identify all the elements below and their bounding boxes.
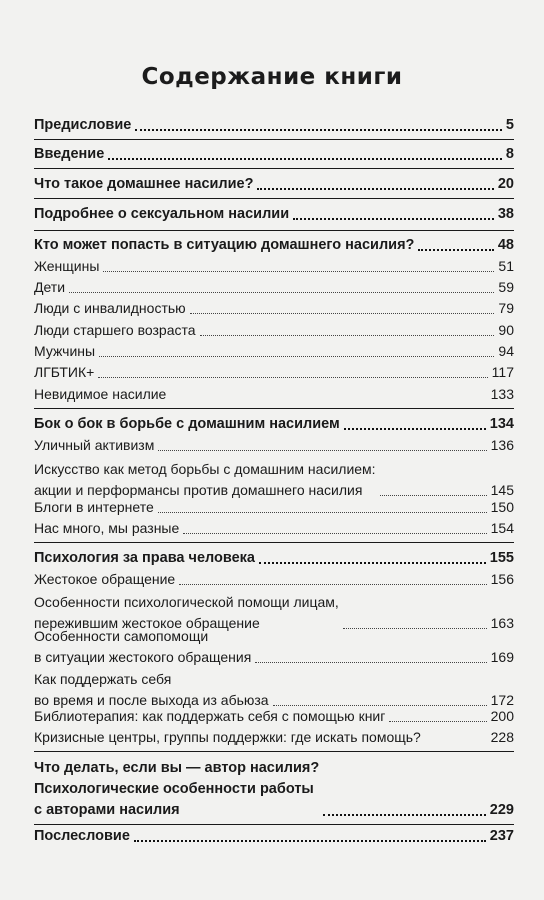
toc-entry-page: 90 [498,322,514,338]
toc-entry [34,174,514,195]
toc-entry-title: Уличный активизм [34,437,155,453]
toc-entry-title: Люди старшего возраста [34,322,196,338]
dot-leader [108,158,502,160]
toc-entry-title: Кризисные центры, группы поддержки: где искать помощь? [34,729,421,745]
toc-entry-page: 237 [489,828,514,844]
toc-entry-title: Искусство как метод борьбы с домашним насилием: акции и перформансы против домашнего насилия [34,461,376,498]
toc-entry [34,362,514,383]
toc-entry-page: 5 [505,117,514,133]
toc-entry [34,414,514,435]
toc-entry-page: 169 [490,649,514,665]
dot-leader [183,533,486,534]
toc-entry [34,235,514,256]
dot-leader [103,271,494,272]
toc-entry-title: Психология за права человека [34,550,255,566]
dot-leader [293,218,494,220]
dot-leader [257,188,493,190]
toc-entry-title: Кто может попасть в ситуацию домашнего насилия? [34,237,415,253]
toc-entry-title: Бок о бок в борьбе с домашним насилием [34,416,340,432]
toc-entry [34,144,514,165]
toc-entry [34,569,514,590]
toc-entry-page: 133 [490,386,514,402]
toc-entry-page: 117 [491,364,514,380]
toc-entry-title: Мужчины [34,343,96,359]
dot-leader [380,495,487,496]
toc-entry-title: Особенности самопомощи в ситуации жестокого обращения [34,628,252,665]
toc-entry-page: 134 [489,416,514,432]
toc-entry-page: 59 [498,279,514,295]
dot-leader [418,249,493,251]
toc-entry [34,459,514,501]
toc-entry-page: 145 [490,482,514,498]
toc-entry [34,320,514,341]
section-divider [34,230,514,231]
dot-leader [259,562,486,564]
dot-leader [134,840,486,842]
toc-entry-title: Невидимое насилие [34,386,167,402]
toc-entry-page: 172 [490,692,514,708]
toc-entry [34,727,514,748]
section-divider [34,139,514,140]
toc-entry [34,706,514,727]
toc-entry-title: Жестокое обращение [34,571,176,587]
page-title: Содержание книги [141,64,403,90]
toc-entry-page: 51 [498,258,514,274]
toc-entry-page: 38 [497,206,514,222]
toc-entry-title: Люди с инвалидностью [34,300,186,316]
toc-entry-title: Дети [34,279,66,295]
toc-entry [34,826,514,847]
toc-entry-title: Послесловие [34,828,130,844]
toc-entry-page: 20 [497,176,514,192]
toc-entry-page: 200 [490,708,514,724]
toc-entry [34,298,514,319]
dot-leader [190,313,495,314]
dot-leader [389,721,486,722]
toc-entry [34,277,514,298]
toc-entry-page: 155 [489,550,514,566]
toc-entry-title: Нас много, мы разные [34,520,180,536]
toc-entry-page: 79 [498,300,514,316]
section-divider [34,751,514,752]
toc-entry-page: 228 [490,729,514,745]
dot-leader [69,292,494,293]
dot-leader [179,584,486,585]
toc-entry-page: 94 [498,343,514,359]
section-divider [34,824,514,825]
toc-entry-page: 136 [490,437,514,453]
toc-entry-page: 163 [490,615,514,631]
toc-entry-title: Женщины [34,258,100,274]
toc-entry [34,548,514,569]
toc-entry-title: Предисловие [34,117,132,133]
toc-entry-page: 156 [490,571,514,587]
toc-entry-title: Введение [34,146,105,162]
dot-leader [158,450,486,451]
section-divider [34,168,514,169]
toc-entry [34,626,514,668]
toc-entry-page: 229 [489,802,514,818]
dot-leader [98,377,487,378]
dot-leader [200,335,495,336]
toc-entry-page: 8 [505,146,514,162]
dot-leader [323,814,486,816]
dot-leader [255,662,486,663]
section-divider [34,408,514,409]
toc-entry-page: 154 [490,520,514,536]
dot-leader [344,428,486,430]
toc-entry [34,204,514,225]
toc-entry-title: Как поддержать себя во время и после выхода из абьюза [34,671,269,708]
toc-entry [34,256,514,277]
toc-entry-title: Что такое домашнее насилие? [34,176,254,192]
toc-entry [34,758,514,821]
dot-leader [99,356,494,357]
toc-entry-title: Что делать, если вы — автор насилия? Психологические особенности работы с авторами насилия [34,760,320,818]
toc-entry-title: Особенности психологической помощи лицам, пережившим жестокое обращение [34,594,339,631]
toc-entry-title: ЛГБТИК+ [34,364,95,380]
toc-entry [34,435,514,456]
toc-entry-page: 150 [490,499,514,515]
toc-entry [34,384,514,405]
toc-entry [34,497,514,518]
toc-entry-title: Блоги в интернете [34,499,154,515]
dot-leader [158,512,487,513]
toc-entry [34,341,514,362]
toc-entry-title: Подробнее о сексуальном насилии [34,206,290,222]
toc-entry [34,518,514,539]
section-divider [34,542,514,543]
section-divider [34,198,514,199]
toc-entry [34,669,514,711]
toc-entry-title: Библиотерапия: как поддержать себя с помощью книг [34,708,386,724]
dot-leader [135,129,502,131]
toc-entry [34,115,514,136]
toc-entry-page: 48 [497,237,514,253]
